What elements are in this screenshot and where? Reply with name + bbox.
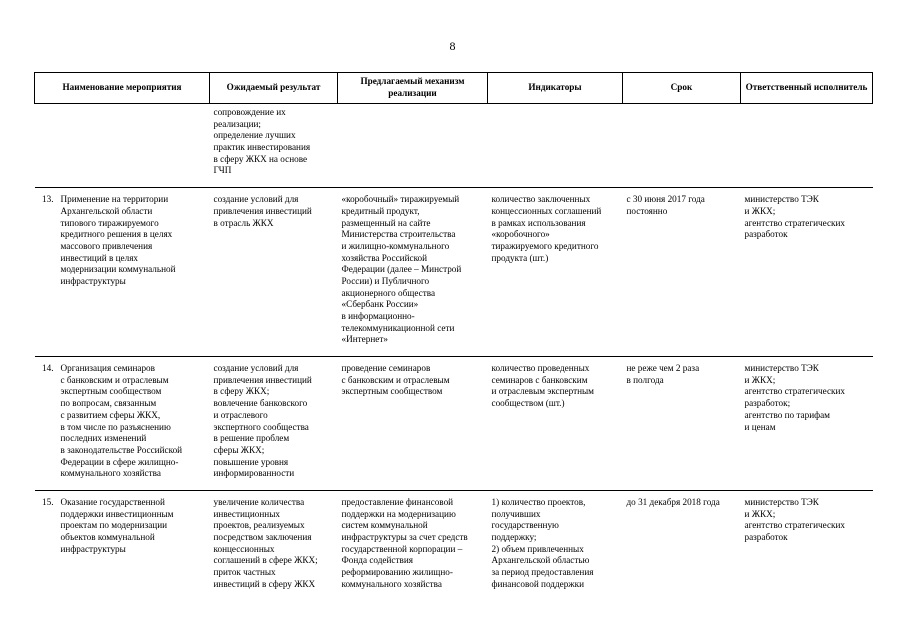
cell-text-line: Применение на территории: [60, 194, 169, 205]
cell-text-line: предоставление финансовой: [341, 496, 454, 507]
cell-text-line: разработок;: [744, 398, 791, 409]
cell-text-line: в решение проблем: [213, 433, 290, 444]
cell-text-line: в том числе по разъяснению: [60, 421, 171, 432]
cell-text-line: с банковским и отраслевым: [60, 374, 169, 385]
header-measure-name: Наименование мероприятия: [35, 73, 210, 104]
cell-text-line: поддержки на модернизацию: [341, 508, 456, 519]
cell-text-line: модернизации коммунальной: [60, 264, 176, 275]
cell-text-line: государственную: [491, 520, 559, 531]
executor-cell: [741, 188, 873, 357]
cell-text-line: концессионных соглашений: [491, 205, 602, 216]
cell-text-line: проведение семинаров: [341, 363, 431, 374]
cell-text-line: с 30 июня 2017 года: [626, 194, 705, 205]
cell-text-line: и жилищно-коммунального: [341, 240, 450, 251]
cell-text-line: концессионных: [213, 543, 275, 554]
cell-text-line: телекоммуникационной сети: [341, 322, 455, 333]
cell-text-line: проектов, реализуемых: [213, 520, 305, 531]
indicators-cell: [488, 357, 623, 491]
term-cell: [623, 188, 741, 357]
cell-text-line: в рамках использования: [491, 217, 586, 228]
cell-text-line: и отраслевого: [213, 409, 268, 420]
cell-text-line: объектов коммунальной: [60, 532, 155, 542]
cell-text-line: Оказание государственной: [60, 496, 165, 507]
table-header-row: [35, 73, 873, 104]
row-number: 14.: [35, 357, 57, 491]
cell-text-line: поддержку;: [491, 532, 537, 542]
cell-text-line: и ЖКХ;: [744, 374, 776, 385]
cell-text-line: повышение уровня: [213, 456, 289, 467]
header-expected-result: Ожидаемый результат: [210, 73, 338, 104]
header-term: Срок: [623, 73, 741, 104]
cell-text-line: Архангельской области: [60, 205, 153, 216]
cell-text-line: количество проведенных: [491, 363, 590, 374]
cell-text-line: с банковским и отраслевым: [341, 374, 450, 385]
cell-text-line: экспертного сообщества: [213, 421, 309, 432]
cell-text-line: «Сбербанк России»: [341, 299, 419, 310]
expected-result-cell: [210, 357, 338, 491]
cell-text-line: вовлечение банковского: [213, 398, 308, 409]
measure-name-cell: [57, 490, 210, 600]
cell-text-line: и ценам: [744, 421, 776, 432]
cell-text-line: Организация семинаров: [60, 363, 155, 374]
mechanism-cell: [338, 357, 488, 491]
cell-text-line: и отраслевым экспертным: [491, 386, 594, 397]
header-mechanism: Предлагаемый механизм реализации: [338, 73, 488, 104]
cell-text-line: инвестиций в сферу ЖКХ: [213, 578, 316, 589]
cell-text-line: информированности: [213, 468, 295, 479]
cell-text-line: последних изменений: [60, 433, 147, 444]
cell-text-line: в сферу ЖКХ на основе: [213, 153, 308, 164]
cell-text-line: инвестиций в целях: [60, 252, 139, 263]
cell-text-line: «коробочного»: [491, 229, 550, 240]
cell-text-line: создание условий для: [213, 363, 299, 374]
cell-text-line: агентство стратегических: [744, 217, 846, 228]
measure-name-cell: [57, 357, 210, 491]
cell-text-line: до 31 декабря 2018 года: [626, 496, 720, 507]
measure-name-cell: [57, 188, 210, 357]
table-row: [35, 188, 873, 357]
cell-text-line: реализации;: [213, 118, 261, 129]
cell-text-line: количество заключенных: [491, 194, 591, 205]
cell-text-line: экспертным сообществом: [60, 386, 162, 397]
table-row: [35, 490, 873, 600]
cell-text-line: «Интернет»: [341, 334, 388, 345]
row-number: 15.: [35, 490, 57, 600]
cell-text-line: 2) объем привлеченных: [491, 543, 584, 554]
cell-text-line: создание условий для: [213, 194, 299, 205]
cell-text-line: сферы ЖКХ;: [213, 444, 265, 455]
cell-text-line: проектам по модернизации: [60, 520, 168, 531]
cell-text-line: в информационно-: [341, 311, 415, 321]
cell-text-line: увеличение количества: [213, 496, 305, 507]
cell-text-line: привлечения инвестиций: [213, 374, 312, 385]
cell-text-line: экспертным сообществом: [341, 386, 443, 397]
cell-text-line: сопровождение их: [213, 107, 286, 117]
executor-cell: [741, 490, 873, 600]
cell-text-line: соглашений в сфере ЖКХ;: [213, 555, 318, 566]
expected-result-cell: [210, 188, 338, 357]
row-number: 13.: [35, 188, 57, 357]
cell-text-line: инфраструктуры за счет средств: [341, 532, 468, 542]
cell-text-line: хозяйства Российской: [341, 252, 428, 263]
cell-text-line: не реже чем 2 раза: [626, 363, 700, 374]
cell-text-line: «коробочный» тиражируемый: [341, 194, 460, 205]
header-indicators: Индикаторы: [488, 73, 623, 104]
cell-text-line: в сферу ЖКХ;: [213, 386, 270, 397]
continuation-row: [35, 104, 873, 188]
cell-text-line: Фонда содействия: [341, 555, 413, 566]
term-cell: [623, 357, 741, 491]
cell-text-line: массового привлечения: [60, 240, 153, 251]
cell-text-line: агентство по тарифам: [744, 409, 830, 420]
cell-text-line: кредитного решения в целях: [60, 229, 173, 240]
cell-text-line: России) и Публичного: [341, 275, 430, 286]
cell-text-line: семинаров с банковским: [491, 374, 588, 385]
cell-text-line: инфраструктуры: [60, 275, 126, 286]
cell-text-line: Министерства строительства: [341, 229, 456, 240]
cell-text-line: в отрасль ЖКХ: [213, 217, 274, 228]
cell-text-line: в полгода: [626, 374, 664, 385]
cell-text-line: агентство стратегических: [744, 520, 846, 531]
cell-text-line: коммунального хозяйства: [60, 468, 161, 479]
cell-text-line: с развитием сферы ЖКХ,: [60, 409, 161, 420]
cell-text-line: инвестиционных: [213, 508, 280, 519]
cell-text-line: кредитный продукт,: [341, 205, 420, 216]
cell-text-line: за период предоставления: [491, 567, 594, 578]
cell-text-line: постоянно: [626, 205, 668, 216]
cell-text-line: получивших: [491, 508, 541, 519]
cell-text-line: поддержки инвестиционным: [60, 508, 174, 519]
table-row: [35, 357, 873, 491]
indicators-cell: [488, 188, 623, 357]
cell-text-line: министерство ТЭК: [744, 194, 819, 205]
cell-text-line: реформированию жилищно-: [341, 567, 453, 578]
cell-text-line: министерство ТЭК: [744, 363, 819, 374]
cell-text-line: коммунального хозяйства: [341, 578, 442, 589]
cell-text-line: и ЖКХ;: [744, 205, 776, 216]
term-cell: [623, 490, 741, 600]
cell-text-line: агентство стратегических: [744, 386, 846, 397]
cell-text-line: Федерации в сфере жилищно-: [60, 456, 179, 467]
mechanism-cell: [338, 188, 488, 357]
cell-text-line: типового тиражируемого: [60, 217, 159, 228]
continuation-result-cell: [210, 104, 338, 188]
cell-text-line: Федерации (далее – Минстрой: [341, 264, 462, 275]
cell-text-line: и ЖКХ;: [744, 508, 776, 519]
cell-text-line: размещенный на сайте: [341, 217, 431, 228]
cell-text-line: в законодательстве Российской: [60, 444, 183, 455]
cell-text-line: посредством заключения: [213, 532, 312, 542]
cell-text-line: Архангельской областью: [491, 555, 590, 566]
cell-text-line: разработок: [744, 229, 788, 240]
cell-text-line: приток частных: [213, 567, 276, 578]
cell-text-line: ГЧП: [213, 165, 232, 176]
cell-text-line: государственной корпорации –: [341, 543, 463, 554]
page-number: 8: [449, 39, 456, 53]
cell-text-line: систем коммунальной: [341, 520, 428, 531]
indicators-cell: [488, 490, 623, 600]
cell-text-line: финансовой поддержки: [491, 578, 585, 589]
cell-text-line: определение лучших: [213, 130, 296, 141]
cell-text-line: сообществом (шт.): [491, 398, 565, 409]
mechanism-cell: [338, 490, 488, 600]
cell-text-line: инфраструктуры: [60, 543, 126, 554]
cell-text-line: продукта (шт.): [491, 252, 549, 263]
header-executor: Ответственный исполнитель: [741, 73, 873, 104]
cell-text-line: разработок: [744, 532, 788, 542]
measures-table: [34, 72, 873, 600]
expected-result-cell: [210, 490, 338, 600]
cell-text-line: тиражируемого кредитного: [491, 240, 599, 251]
cell-text-line: 1) количество проектов,: [491, 496, 586, 507]
cell-text-line: привлечения инвестиций: [213, 205, 312, 216]
cell-text-line: министерство ТЭК: [744, 496, 819, 507]
executor-cell: [741, 357, 873, 491]
cell-text-line: практик инвестирования: [213, 142, 311, 153]
cell-text-line: акционерного общества: [341, 287, 436, 298]
cell-text-line: по вопросам, связанным: [60, 398, 157, 409]
